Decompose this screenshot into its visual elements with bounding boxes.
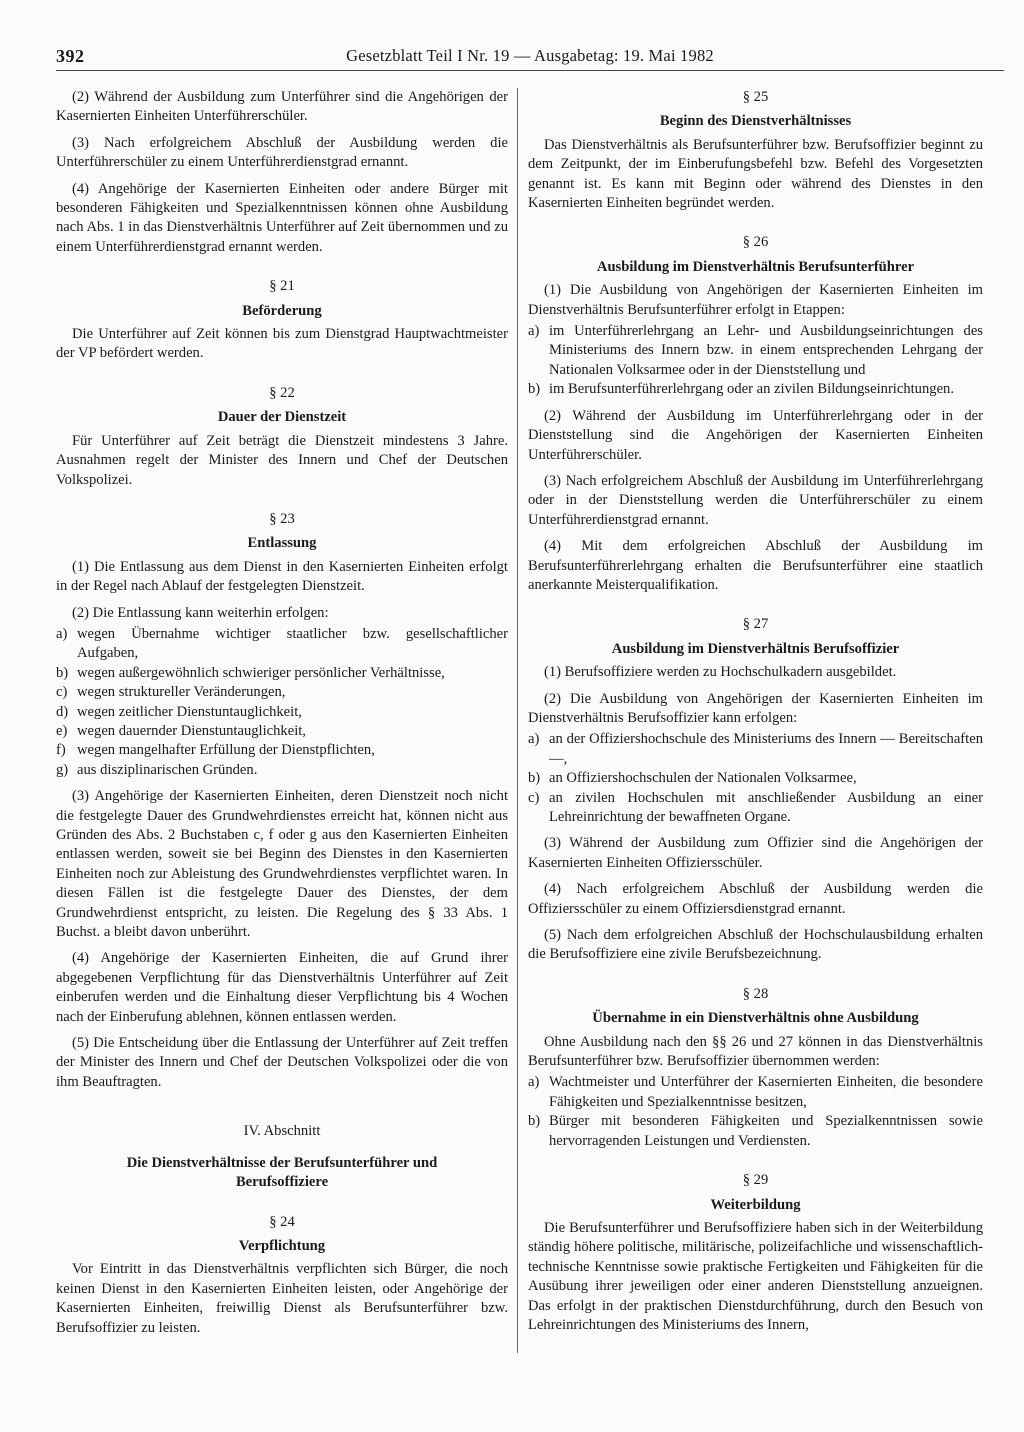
paragraph: (5) Die Entscheidung über die Entlassung der Unterführer auf Zeit treffen der Minister des Innern und Chef der Deutschen Volkspolizei oder die von ihm Beauftragten. bbox=[56, 1035, 508, 1090]
section-number: § 25 bbox=[742, 89, 769, 105]
left-column bbox=[56, 88, 508, 1345]
paragraph: (2) Die Ausbildung von Angehörigen der Kasernierten Einheiten im Dienstverhältnis Berufsoffizier kann erfolgen: bbox=[528, 690, 983, 726]
paragraph: (2) Während der Ausbildung zum Unterführer sind die Angehörigen der Kasernierten Einheiten Unterführerschüler. bbox=[56, 89, 508, 125]
list-label: a) bbox=[528, 323, 540, 340]
section-number: § 24 bbox=[269, 1213, 295, 1230]
list-label: a) bbox=[56, 625, 68, 642]
list-item bbox=[528, 380, 983, 399]
list-text: wegen Übernahme wichtiger staatlicher bzw. gesellschaftlicher Aufgaben, bbox=[77, 625, 508, 662]
list-text: an Offiziershochschulen der Nationalen Volksarmee, bbox=[549, 770, 857, 787]
paragraph: (3) Während der Ausbildung zum Offizier sind die Angehörigen der Kasernierten Einheiten Offiziersschüler. bbox=[528, 835, 983, 871]
list-label: c) bbox=[528, 789, 540, 806]
section-title: Dauer der Dienstzeit bbox=[217, 409, 347, 426]
section-number: § 29 bbox=[742, 1172, 769, 1189]
section-title: Beförderung bbox=[242, 302, 322, 319]
paragraph: (3) Nach erfolgreichem Abschluß der Ausbildung im Unterführerlehrgang oder in der Dienststellung werden die Unterführerschüler zu einem Unterführerdienstgrad ernannt. bbox=[528, 472, 983, 528]
paragraph: Das Dienstverhältnis als Berufsunterführer bzw. Berufsoffizier beginnt zu dem Zeitpunkt, der im Einberufungsbefehl bzw. Befehl des Vorgesetzten genannt ist. Es kann mit Beginn oder während des Dienstes in den Kasernierten Einheiten begründet werden. bbox=[528, 136, 983, 212]
section-number: § 28 bbox=[742, 985, 769, 1002]
enumerated-list bbox=[528, 322, 983, 400]
section-number: § 26 bbox=[742, 234, 769, 251]
list-label: b) bbox=[528, 770, 541, 787]
list-item bbox=[56, 664, 508, 683]
list-item bbox=[528, 730, 983, 769]
section-number: § 21 bbox=[269, 278, 295, 295]
paragraph: Die Berufsunterführer und Berufsoffiziere haben sich in der Weiterbildung ständig höhere politische, militärische, polizeifachliche und wissenschaftlich-technische Kenntnisse sowie praktische Fertigkeiten und Fähigkeiten für die Ausübung ihrer jeweiligen oder einer anderen Dienststellung anzueignen. Das erfolgt in der praktischen Dienstdurchführung, durch den Besuch von Lehreinrichtungen des Ministeriums des Innern, bbox=[528, 1219, 983, 1333]
page-header bbox=[56, 46, 1004, 71]
enumerated-list bbox=[528, 730, 983, 827]
enumerated-list bbox=[528, 1073, 983, 1151]
list-item bbox=[56, 761, 508, 780]
list-text: wegen dauernder Dienstuntauglichkeit, bbox=[77, 722, 306, 739]
gazette-title: Gesetzblatt Teil I Nr. 19 — Ausgabetag: 19. Mai 1982 bbox=[346, 46, 714, 65]
list-text: im Berufsunterführerlehrgang oder an zivilen Bildungseinrichtungen. bbox=[549, 381, 954, 398]
section-number: § 27 bbox=[742, 616, 769, 633]
section-number: § 22 bbox=[269, 384, 295, 401]
list-label: f) bbox=[56, 742, 66, 759]
list-label: b) bbox=[528, 381, 541, 398]
paragraph: Die Unterführer auf Zeit können bis zum Dienstgrad Hauptwachtmeister der VP befördert werden. bbox=[56, 326, 508, 362]
list-item bbox=[528, 1112, 983, 1151]
list-text: wegen außergewöhnlich schwieriger persönlicher Verhältnisse, bbox=[77, 664, 445, 681]
column-divider bbox=[517, 88, 518, 1353]
list-item bbox=[56, 625, 508, 664]
section-title: Übernahme in ein Dienstverhältnis ohne Ausbildung bbox=[592, 1010, 919, 1027]
chapter-title: Die Dienstverhältnisse der Berufsunterführer und Berufsoffiziere bbox=[126, 1154, 438, 1191]
paragraph: Vor Eintritt in das Dienstverhältnis verpflichten sich Bürger, die noch keinen Dienst in den Kasernierten Einheiten leisten, oder Angehörige der Kasernierten Einheiten, freiwillig Dienst als Berufsunterführer bzw. Berufsoffizier zu leisten. bbox=[56, 1261, 508, 1336]
paragraph: Für Unterführer auf Zeit beträgt die Dienstzeit mindestens 3 Jahre. Ausnahmen regelt der Minister des Innern und Chef der Deutschen Volkspolizei. bbox=[56, 432, 508, 488]
paragraph: (2) Während der Ausbildung im Unterführerlehrgang oder in der Dienststellung sind die Angehörigen der Kasernierten Einheiten Unterführerschüler. bbox=[528, 407, 983, 463]
list-label: g) bbox=[56, 761, 69, 778]
section-title: Beginn des Dienstverhältnisses bbox=[659, 113, 852, 130]
paragraph: (4) Mit dem erfolgreichen Abschluß der Ausbildung im Berufsunterführerlehrgang erhalten die Berufsunterführer eine staatlich anerkannte Meisterqualifikation. bbox=[528, 538, 983, 593]
list-label: b) bbox=[528, 1113, 541, 1130]
right-column bbox=[528, 88, 983, 1342]
list-item bbox=[528, 769, 983, 788]
paragraph: (1) Die Ausbildung von Angehörigen der Kasernierten Einheiten im Dienstverhältnis Berufsunterführer erfolgt in Etappen: bbox=[528, 282, 983, 318]
list-item bbox=[56, 722, 508, 741]
list-item bbox=[56, 683, 508, 702]
list-item bbox=[528, 322, 983, 380]
chapter-heading: IV. Abschnitt bbox=[243, 1123, 321, 1140]
list-text: Bürger mit besonderen Fähigkeiten und Spezialkenntnissen sowie hervorragenden Leistungen und Verdiensten. bbox=[549, 1113, 983, 1149]
list-item bbox=[528, 1073, 983, 1112]
list-label: e) bbox=[56, 722, 68, 739]
section-title: Verpflichtung bbox=[238, 1237, 326, 1254]
list-label: d) bbox=[56, 703, 69, 720]
page-number: 392 bbox=[56, 46, 85, 66]
section-number: § 23 bbox=[269, 510, 295, 527]
list-item bbox=[56, 703, 508, 722]
paragraph: (1) Die Entlassung aus dem Dienst in den Kasernierten Einheiten erfolgt in der Regel nach Ablauf der festgelegten Dienstzeit. bbox=[56, 558, 508, 595]
list-text: an der Offiziershochschule des Ministeriums des Innern — Bereitschaften —, bbox=[549, 731, 983, 767]
list-text: wegen zeitlicher Dienstuntauglichkeit, bbox=[77, 703, 302, 720]
section-title: Entlassung bbox=[247, 535, 317, 552]
list-item bbox=[528, 789, 983, 828]
list-text: wegen struktureller Veränderungen, bbox=[77, 684, 286, 701]
enumerated-list bbox=[56, 625, 508, 780]
list-text: im Unterführerlehrgang an Lehr- und Ausbildungseinrichtungen des Ministeriums des Innern bzw. in einem entsprechenden Lehrgang der Nationalen Volksarmee oder in der Dienststellung und bbox=[549, 323, 983, 378]
list-label: a) bbox=[528, 1074, 540, 1091]
section-title: Ausbildung im Dienstverhältnis Berufsoffizier bbox=[611, 640, 900, 657]
list-item bbox=[56, 741, 508, 760]
list-label: c) bbox=[56, 684, 68, 701]
list-text: aus disziplinarischen Gründen. bbox=[77, 761, 258, 778]
list-text: an zivilen Hochschulen mit anschließender Ausbildung an einer Lehreinrichtung der bewaffneten Organe. bbox=[549, 789, 983, 825]
section-title: Weiterbildung bbox=[710, 1196, 801, 1213]
paragraph: (4) Nach erfolgreichem Abschluß der Ausbildung werden die Offiziersschüler zu einem Offiziersdienstgrad ernannt. bbox=[528, 881, 983, 917]
paragraph: (5) Nach dem erfolgreichen Abschluß der Hochschulausbildung erhalten die Berufsoffiziere eine zivile Berufsbezeichnung. bbox=[528, 927, 983, 963]
list-label: a) bbox=[528, 731, 540, 748]
list-text: wegen mangelhafter Erfüllung der Dienstpflichten, bbox=[77, 742, 375, 759]
paragraph: (4) Angehörige der Kasernierten Einheiten oder andere Bürger mit besonderen Fähigkeiten und Spezialkenntnissen können ohne Ausbildung nach Abs. 1 in das Dienstverhältnis Unterführer auf Zeit übernommen und zu einem Unterführerdienstgrad ernannt werden. bbox=[56, 180, 508, 255]
paragraph: Ohne Ausbildung nach den §§ 26 und 27 können in das Dienstverhältnis Berufsunterführer bzw. Berufsoffizier übernommen werden: bbox=[528, 1033, 983, 1070]
paragraph: (3) Angehörige der Kasernierten Einheiten, deren Dienstzeit noch nicht die festgelegte Dauer des Grundwehrdienstes erreicht hat, können nicht aus Gründen des Abs. 2 Buchstaben c, f oder g aus den Kasernierten Einheiten entlassen werden, soweit sie bei Beginn des Dienstes in den Kasernierten Einheiten noch zur Ableistung des Grundwehrdienstes verpflichtet waren. In diesen Fällen ist die festgelegte Dauer des Dienstes, der dem Grundwehrdienst entspricht, zu leisten. Die Regelung des § 33 Abs. 1 Buchst. a bleibt davon unberührt. bbox=[56, 788, 508, 941]
paragraph: (2) Die Entlassung kann weiterhin erfolgen: bbox=[72, 604, 329, 621]
paragraph: (1) Berufsoffiziere werden zu Hochschulkadern ausgebildet. bbox=[544, 664, 897, 681]
list-text: Wachtmeister und Unterführer der Kasernierten Einheiten, die besondere Fähigkeiten und Spezialkenntnisse besitzen, bbox=[549, 1074, 983, 1110]
paragraph: (3) Nach erfolgreichem Abschluß der Ausbildung werden die Unterführerschüler zu einem Unterführerdienstgrad ernannt. bbox=[56, 134, 508, 171]
paragraph: (4) Angehörige der Kasernierten Einheiten, die auf Grund ihrer abgegebenen Verpflichtung für das Dienstverhältnis Unterführer auf Zeit einberufen werden und die Einhaltung dieser Verpflichtung bis 4 Wochen nach der Einberufung ablehnen, können entlassen werden. bbox=[56, 950, 508, 1025]
list-label: b) bbox=[56, 664, 69, 681]
section-title: Ausbildung im Dienstverhältnis Berufsunterführer bbox=[596, 258, 915, 275]
